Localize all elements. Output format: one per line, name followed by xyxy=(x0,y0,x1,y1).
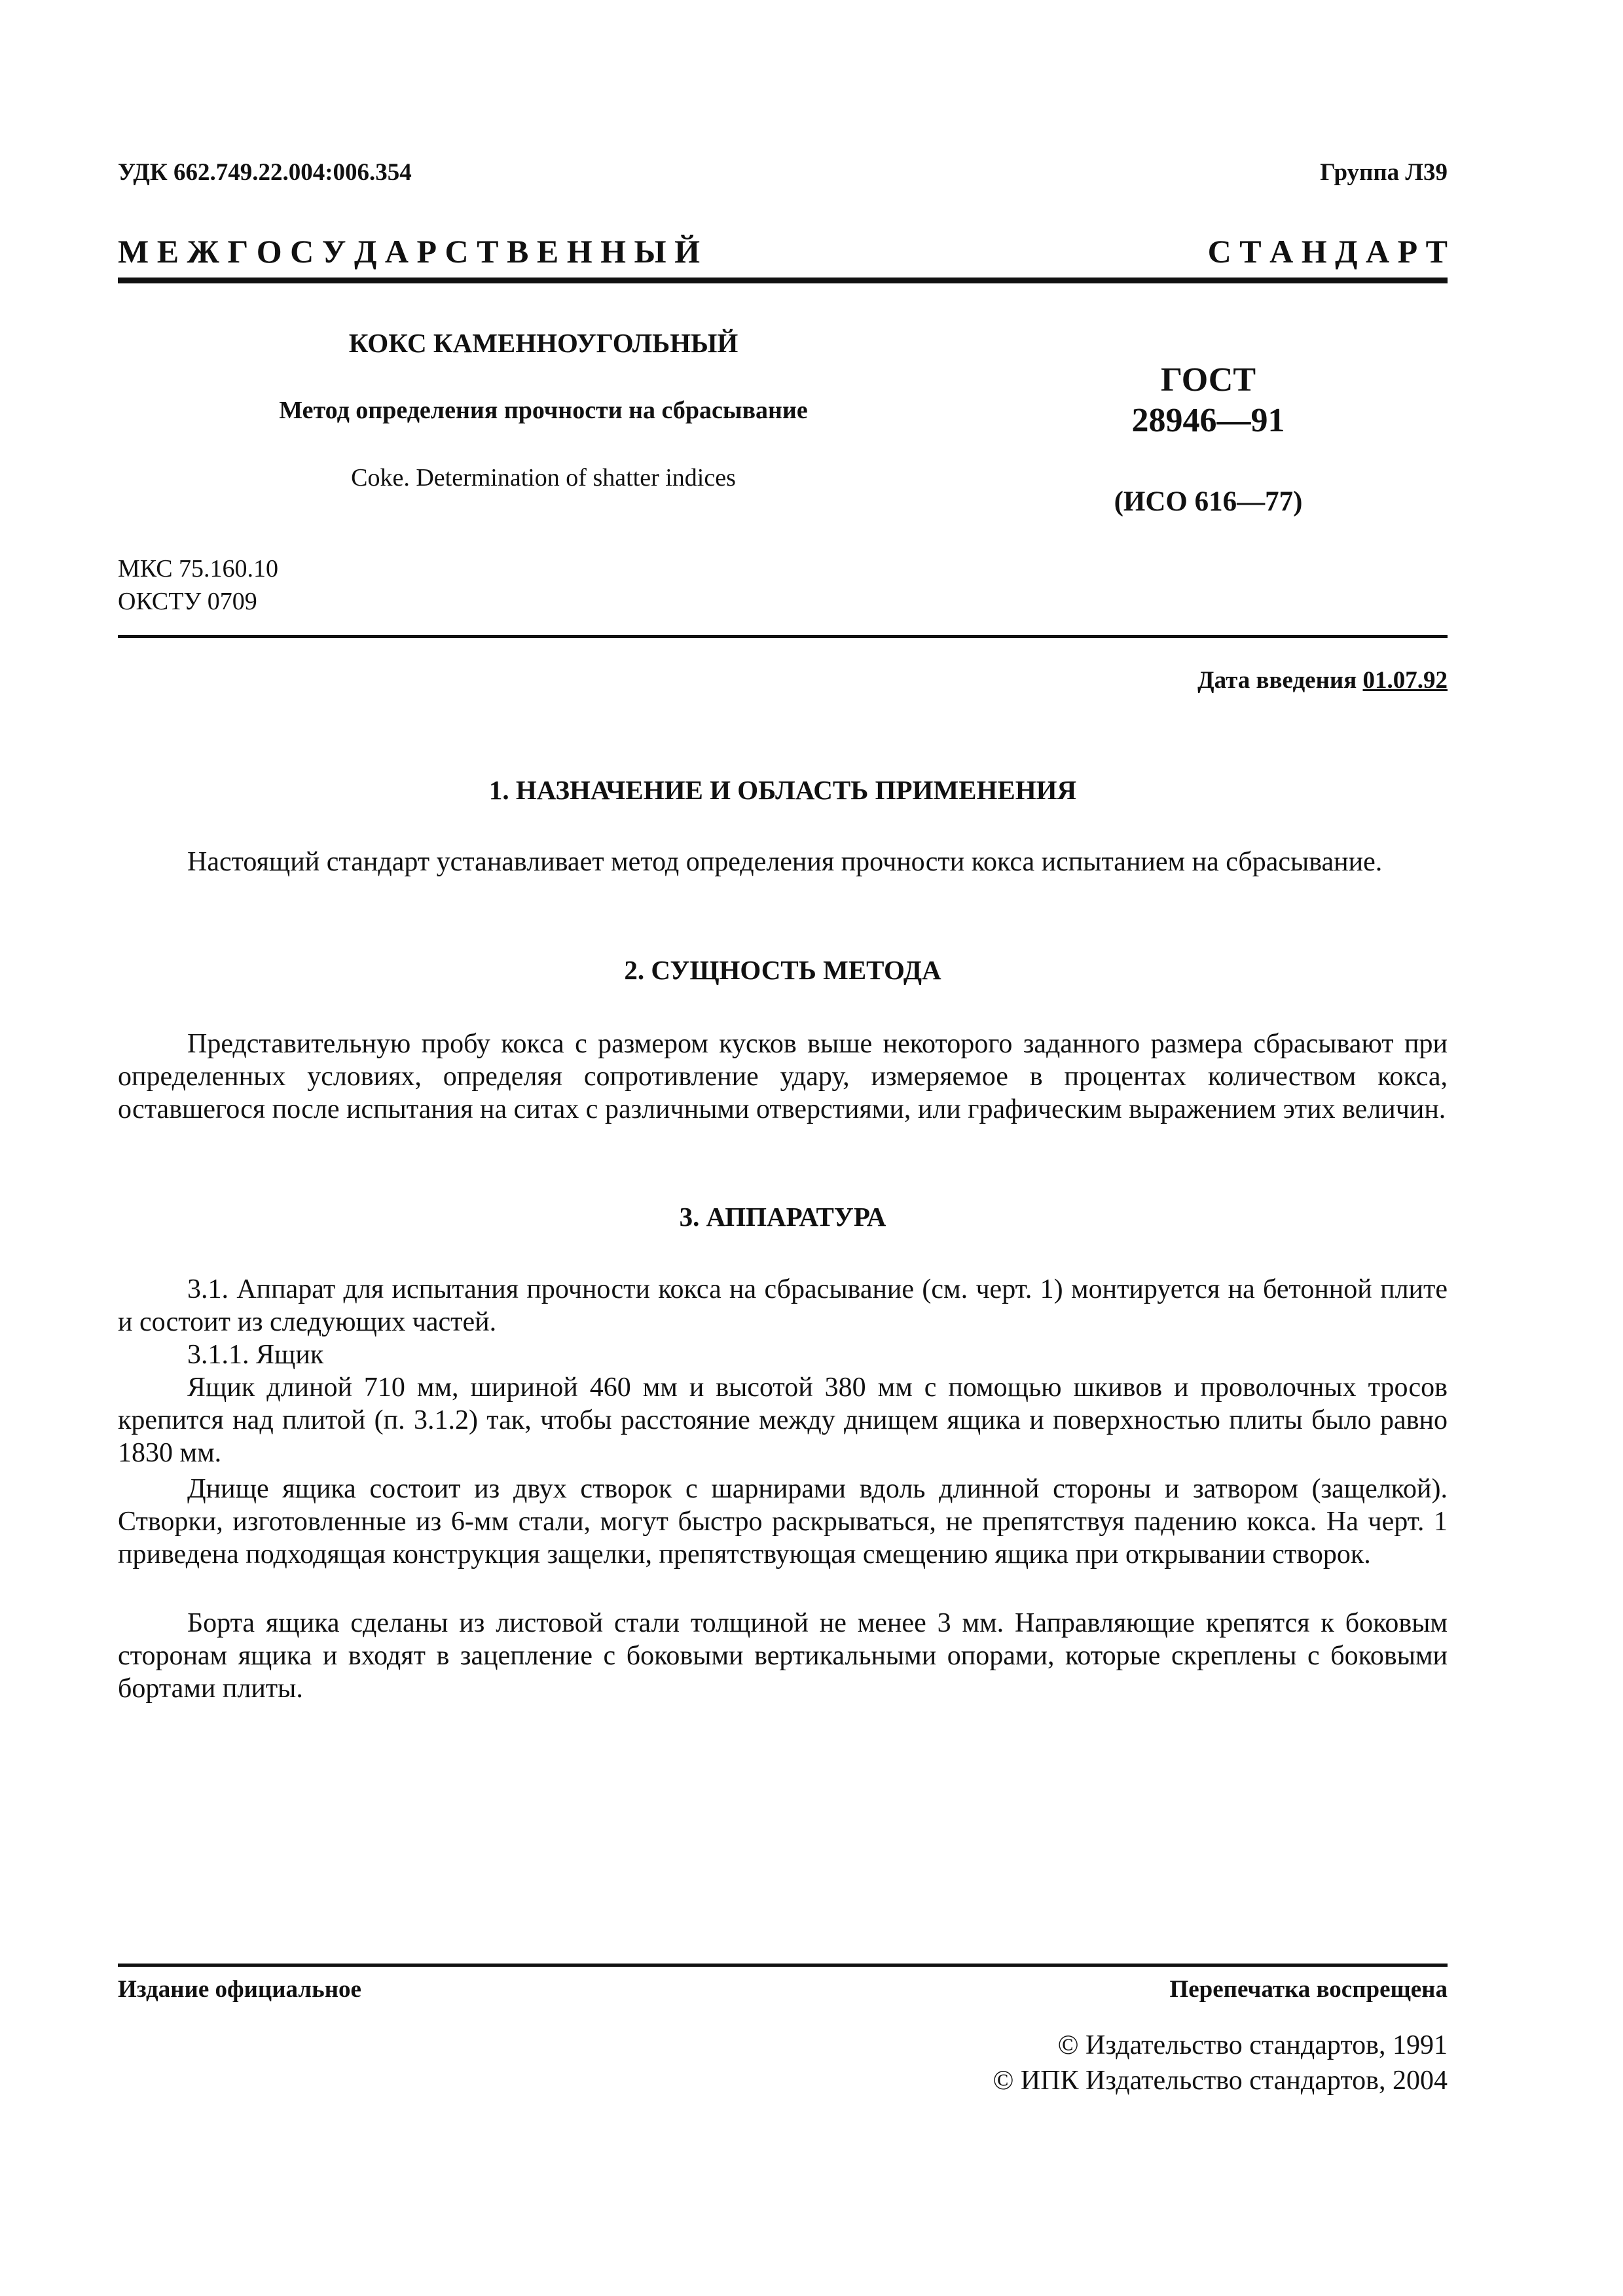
clause-3-1-1-box-sides: Борта ящика сделаны из листовой стали толщиной не менее 3 мм. Направляющие крепятся к боковым сторонам ящика и входят в зацепление с боковыми вертикальными опорами, которые скреплены с боковыми бортами плиты. xyxy=(118,1608,1448,1704)
gost-designation xyxy=(969,360,1448,441)
title-rule xyxy=(118,635,1448,638)
footer-rule xyxy=(118,1964,1448,1967)
top-rule xyxy=(118,278,1448,283)
clause-3-1-1-heading: 3.1.1. Ящик xyxy=(187,1340,324,1370)
classification-codes xyxy=(118,552,278,618)
group-code: Группа Л39 xyxy=(1320,159,1448,186)
copyright-2004: © ИПК Издательство стандартов, 2004 xyxy=(993,2066,1448,2096)
banner-word-standard: С Т А Н Д А Р Т xyxy=(1207,233,1448,270)
section-3-heading: 3. АППАРАТУРА xyxy=(679,1202,886,1232)
mks-code: МКС 75.160.10 xyxy=(118,555,279,583)
document-subtitle: Метод определения прочности на сбрасывание xyxy=(279,397,808,424)
gost-number: 28946—91 xyxy=(1131,402,1285,439)
introduction-date xyxy=(1197,666,1448,694)
banner-word-interstate: М Е Ж Г О С У Д А Р С Т В Е Н Н Ы Й xyxy=(118,233,700,270)
english-title: Coke. Determination of shatter indices xyxy=(351,464,736,492)
copyright-1991: © Издательство стандартов, 1991 xyxy=(1057,2030,1448,2060)
clause-3-1-1-box-dimensions: Ящик длиной 710 мм, шириной 460 мм и высотой 380 мм с помощью шкивов и проволочных тросов крепится над плитой (п. 3.1.2) так, чтобы расстояние между днищем ящика и поверхностью плиты было равно 1830 мм. xyxy=(118,1372,1448,1468)
okstu-code: ОКСТУ 0709 xyxy=(118,588,257,615)
clause-3-1: 3.1. Аппарат для испытания прочности кокса на сбрасывание (см. черт. 1) монтируется на бетонной плите и состоит из следующих частей. xyxy=(118,1274,1448,1337)
section-1-text: Настоящий стандарт устанавливает метод определения прочности кокса испытанием на сбрасывание. xyxy=(187,847,1383,877)
copyright-block xyxy=(993,2028,1448,2098)
intro-date-label: Дата введения xyxy=(1197,667,1363,694)
standard-banner xyxy=(118,232,1448,270)
section-2-heading: 2. СУЩНОСТЬ МЕТОДА xyxy=(624,955,941,985)
reprint-prohibited-note: Перепечатка воспрещена xyxy=(1169,1976,1448,2003)
udk-code: УДК 662.749.22.004:006.354 xyxy=(118,159,412,186)
section-1-heading: 1. НАЗНАЧЕНИЕ И ОБЛАСТЬ ПРИМЕНЕНИЯ xyxy=(488,775,1077,805)
gost-label: ГОСТ xyxy=(1160,361,1256,399)
official-edition-note: Издание официальное xyxy=(118,1976,361,2003)
iso-reference: (ИСО 616—77) xyxy=(1114,486,1303,517)
intro-date-value: 01.07.92 xyxy=(1362,667,1448,694)
section-2-text: Представительную пробу кокса с размером кусков выше некоторого заданного размера сбрасывают при определенных условиях, определяя сопротивление удару, измеряемое в процентах количеством кокса, оставшегося после испытания на ситах с различными отверстиями, или графическим выражением этих величин. xyxy=(118,1029,1448,1124)
clause-3-1-1-box-bottom: Днище ящика состоит из двух створок с шарнирами вдоль длинной стороны и затвором (защелкой). Створки, изготовленные из 6-мм стали, могут быстро раскрываться, не препятствуя падению кокса. На черт. 1 приведена подходящая конструкция защелки, препятствующая смещению ящика при открывании створок. xyxy=(118,1474,1448,1570)
document-title: КОКС КАМЕННОУГОЛЬНЫЙ xyxy=(348,328,739,358)
